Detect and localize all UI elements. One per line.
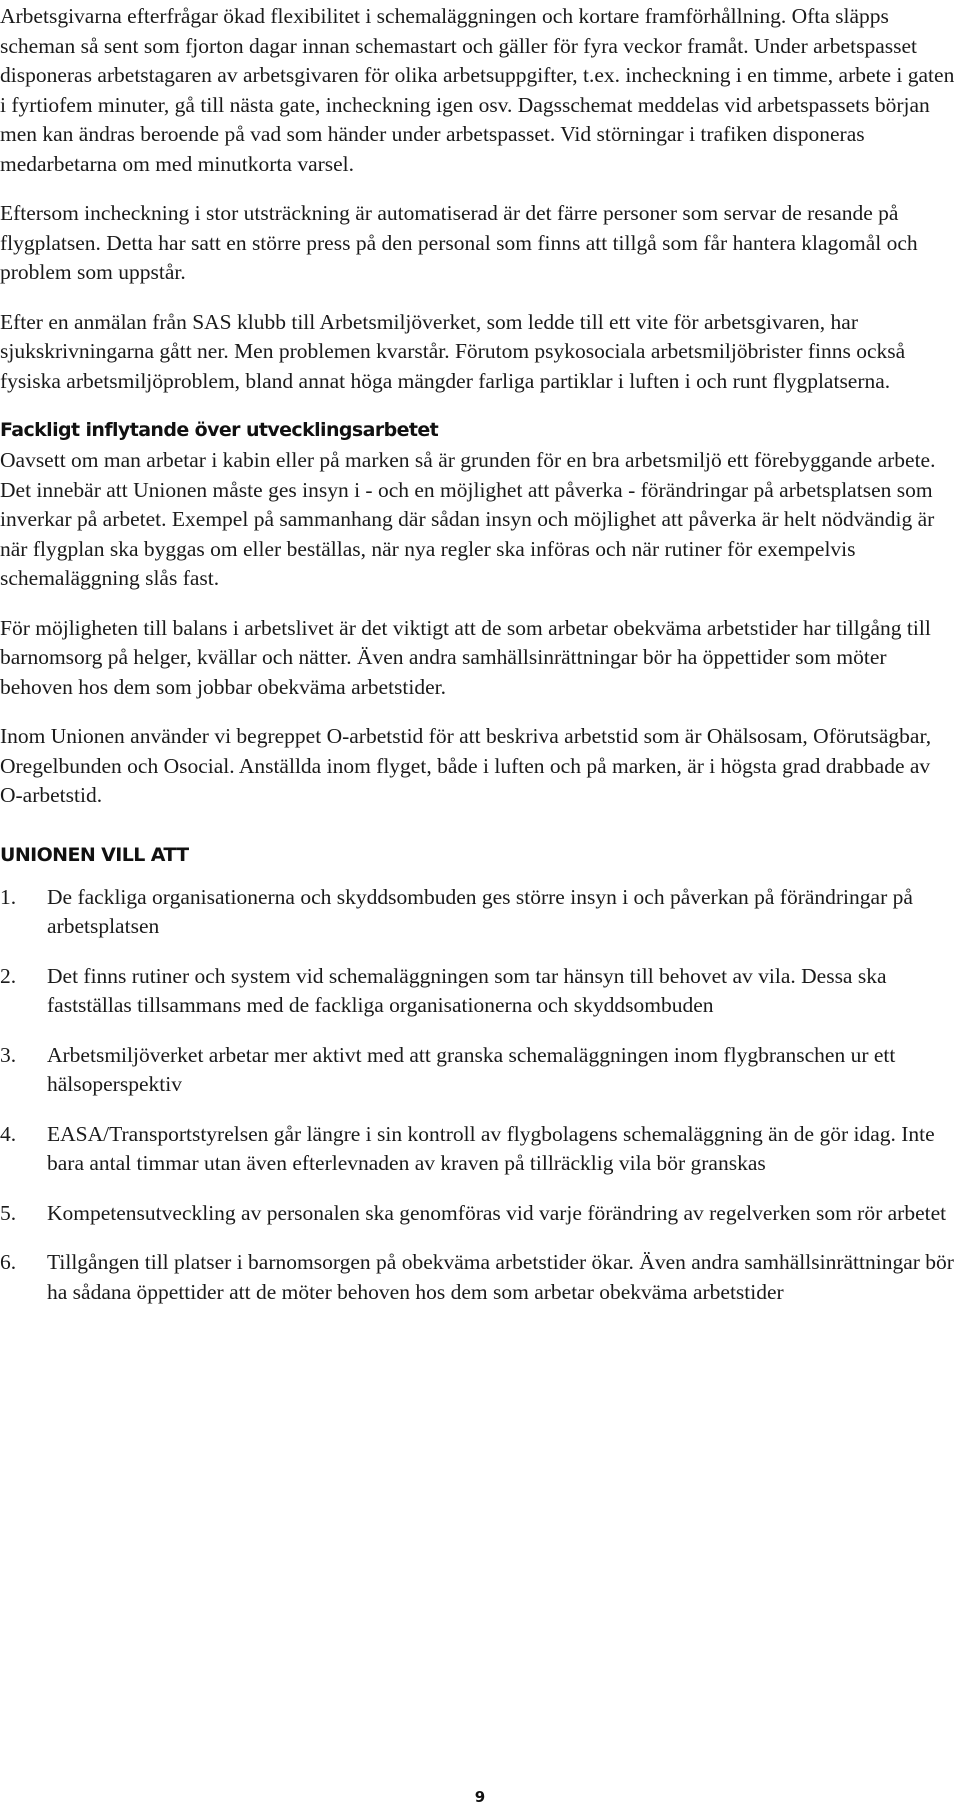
demand-item [0,1041,956,1100]
demand-number: 2. [0,963,17,988]
demand-item [0,1199,956,1229]
demand-item [0,1120,956,1179]
demand-text: Arbetsmiljöverket arbetar mer aktivt med att granska schemaläggningen inom flygbranschen ur ett hälsoperspektiv [47,1042,896,1096]
demand-text: Tillgången till platser i barnomsorgen på obekväma arbetstider ökar. Även andra samhällsinrättningar bör ha sådana öppettider att de möter behoven hos dem som arbetar obekväma arbetstider [47,1250,954,1304]
demand-number: 6. [0,1250,17,1274]
demand-number: 3. [0,1042,17,1067]
paragraph-flexibility: Arbetsgivarna efterfrågar ökad flexibilitet i schemaläggningen och kortare framförhållning. Ofta släpps scheman så sent som fjorton dagar innan schemastart och gäller för fyra veckor framåt. Under arbetspasset disponeras arbetstagaren av arbetsgivaren för olika arbetsuppgifter, t.ex. incheckning i en timme, arbete i gaten i fyrtiofem minuter, gå till nästa gate, incheckning igen osv. Dagsschemat meddelas vid arbetspassets början men kan ändras beroende på vad som händer under arbetspasset. Vid störningar i trafiken disponeras medarbetarna om med minutkorta varsel. [0,4,955,176]
demand-item [0,1248,956,1307]
paragraph-childcare: För möjligheten till balans i arbetslivet är det viktigt att de som arbetar obekväma arbetstider har tillgång till barnomsorg på helger, kvällar och nätter. Även andra samhällsinrättningar bör ha öppettider som möter behoven hos dem som jobbar obekväma arbetstider. [0,615,931,699]
paragraph-checkin: Eftersom incheckning i stor utsträckning är automatiserad är det färre personer som servar de resande på flygplatsen. Detta har satt en större press på den personal som finns att tillgå som får hantera klagomål och problem som uppstår. [0,201,918,284]
paragraph-o-arbetstid: Inom Unionen använder vi begreppet O-arbetstid för att beskriva arbetstid som är Ohälsosam, Oförutsägbar, Oregelbunden och Osocial. Anställda inom flyget, både i luften och på marken, är i högsta grad drabbade av O-arbetstid. [0,724,932,807]
paragraph-report: Efter en anmälan från SAS klubb till Arbetsmiljöverket, som ledde till ett vite för arbetsgivaren, har sjukskrivningarna gått ner. Men problemen kvarstår. Förutom psykosociala arbetsmiljöbrister finns också fysiska arbetsmiljöproblem, bland annat höga mängder farliga partiklar i luften i och runt flygplatserna. [0,309,906,393]
demand-number: 1. [0,884,17,909]
section-heading: Fackligt inflytande över utvecklingsarbetet [0,419,439,441]
demand-text: Det finns rutiner och system vid schemaläggningen som tar hänsyn till behovet av vila. Dessa ska fastställas tillsammans med de fackliga organisationerna och skyddsombuden [47,963,887,1017]
demand-text: De fackliga organisationerna och skyddsombuden ges större insyn i och påverkan på förändringar på arbetsplatsen [47,884,913,938]
demand-number: 4. [0,1121,17,1146]
demand-item [0,883,956,942]
demands-heading: UNIONEN VILL ATT [0,843,189,866]
demands-list [0,883,956,1308]
page-content [0,2,956,1327]
paragraph-prevention: Oavsett om man arbetar i kabin eller på marken så är grunden för en bra arbetsmiljö ett förebyggande arbete. Det innebär att Unionen måste ges insyn i - och en möjlighet att påverka - förändringar på arbetsplatsen som inverkar på arbetet. Exempel på sammanhang där sådan insyn och möjlighet att påverka är helt nödvändig är när flygplan ska byggas om eller beställas, när nya regler ska införas och när rutiner för exempelvis schemaläggning slås fast. [0,448,936,590]
demand-text: Kompetensutveckling av personalen ska genomföras vid varje förändring av regelverken som rör arbetet [47,1200,947,1225]
demand-text: EASA/Transportstyrelsen går längre i sin kontroll av flygbolagens schemaläggning än de gör idag. Inte bara antal timmar utan även efterlevnaden av kraven på tillräcklig vila bör granskas [47,1121,935,1175]
demand-number: 5. [0,1200,17,1225]
demand-item [0,962,956,1021]
page-number: 9 [474,1788,486,1806]
